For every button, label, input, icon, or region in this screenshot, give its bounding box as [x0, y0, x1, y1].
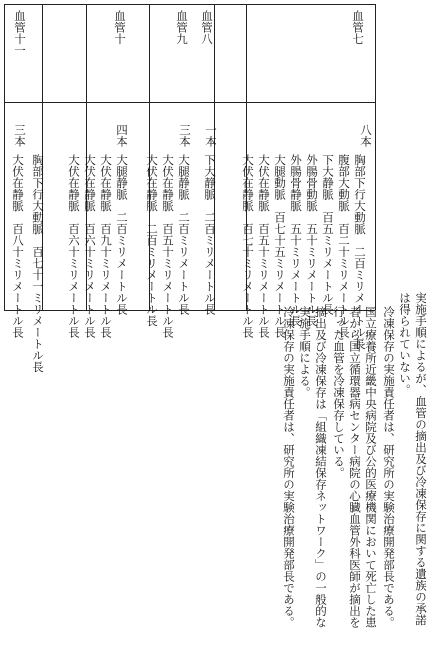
vessel-item: 大腿静脈 二百ミリメートル長	[115, 154, 129, 315]
vessel-item: 胸部下行大動脈 百七十一ミリメートル長	[31, 154, 45, 373]
paragraph-line: は得られていない。	[398, 292, 412, 396]
vessel-title: 血管九	[175, 10, 189, 45]
vessel-title: 血管八	[200, 10, 214, 45]
vessel-item: 大伏在静脈 百八十ミリメートル長	[11, 154, 25, 338]
vessel-item: 腹部大動脈 百二十ミリメートル長	[337, 154, 351, 338]
paragraph-line: 摘出及び冷凍保存は「組織凍結保存ネットワーク」の一般的な	[314, 306, 328, 628]
vessel-count: 三本	[178, 124, 192, 147]
vessel-item: 大伏在静脈 百六十ミリメートル長	[67, 154, 81, 338]
paragraph-line: 実施手順によるが、血管の摘出及び冷凍保存に関する遺族の承諾	[414, 292, 428, 626]
vessel-count: 一本	[204, 124, 218, 147]
vessel-count: 三本	[13, 124, 27, 147]
vessel-item: 外腸骨静脈 五十ミリメートル長	[289, 154, 303, 327]
paragraph-line: 冷凍保存の実施責任者は、研究所の実験治療開発部長である。	[282, 306, 296, 628]
vessel-title: 血管十	[113, 10, 127, 45]
vessel-item: 大伏在静脈 二百ミリメートル長	[145, 154, 159, 327]
paragraph-line: 者から国立循環器病センター病院の心臓血管外科医師が摘出を	[348, 306, 362, 628]
vessel-item: 大伏在静脈 百五十ミリメートル長	[257, 154, 271, 338]
paragraph-line: 行った血管を冷凍保存している。	[332, 306, 346, 479]
vessel-item: 大腿動脈 百七十五ミリメートル長	[273, 154, 287, 338]
vessel-title: 血管七	[351, 10, 365, 45]
paragraph-line: 国立療養所近畿中央病院及び公的医療機関において死亡した患	[364, 306, 378, 628]
vessel-item: 大伏在静脈 百七十ミリメートル長	[241, 154, 255, 338]
vessel-item: 大腿静脈 二百ミリメートル長	[177, 154, 191, 315]
vessel-item: 大伏在静脈 百六十ミリメートル長	[83, 154, 97, 338]
vessel-item: 胸部下行大動脈 二百ミリメートル長	[353, 154, 367, 350]
vessel-count: 八本	[359, 124, 373, 147]
vessel-count: 四本	[115, 124, 129, 147]
vessel-item: 下大静脈 二百ミリメートル長	[203, 154, 217, 315]
vessel-item: 大伏在静脈 百五十ミリメートル長	[161, 154, 175, 338]
vessel-title: 血管十一	[13, 10, 27, 56]
paragraph-line: 実施手順による。	[298, 306, 312, 398]
vessel-item: 外腸骨動脈 五十ミリメートル長	[305, 154, 319, 327]
vessel-item: 下大静脈 百五ミリメートル長	[321, 154, 335, 315]
paragraph-line: 冷凍保存の実施責任者は、研究所の実験治療開発部長である。	[382, 306, 396, 628]
vessel-item: 大伏在静脈 百九十ミリメートル長	[99, 154, 113, 338]
